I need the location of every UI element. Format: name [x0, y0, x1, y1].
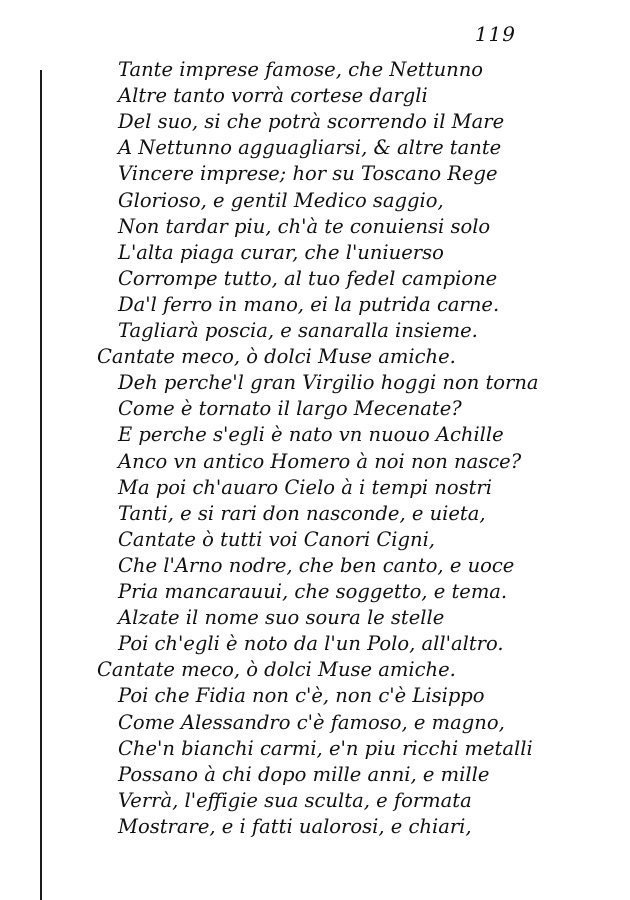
verse-line: Altre tanto vorrà cortese dargli	[118, 84, 428, 108]
verse-line: Del suo, si che potrà scorrendo il Mare	[118, 110, 505, 134]
verse-line: Verrà, l'effigie sua sculta, e formata	[118, 788, 472, 812]
verse-line: Come Alessandro c'è famoso, e magno,	[118, 710, 505, 734]
verse-line: E perche s'egli è nato vn nuouo Achille	[118, 423, 504, 447]
verse-line: Tagliarà poscia, e sanaralla insieme.	[118, 319, 478, 342]
verse-line: Deh perche'l gran Virgilio hoggi non torna	[118, 371, 539, 395]
verse-line: Che'n bianchi carmi, e'n piu ricchi metalli	[118, 736, 533, 760]
verse-line: Glorioso, e gentil Medico saggio,	[118, 188, 444, 212]
refrain-line: Cantate meco, ò dolci Muse amiche.	[97, 658, 456, 682]
verse-line: Tanti, e si rari don nasconde, e uieta,	[118, 501, 486, 525]
verse-line: Possano à chi dopo mille anni, e mille	[118, 762, 490, 786]
verse-line: Anco vn antico Homero à noi non nasce?	[118, 449, 522, 473]
verse-line: Mostrare, e i fatti ualorosi, e chiari,	[118, 814, 472, 838]
verse-line: Tante imprese famose, che Nettunno	[118, 58, 483, 81]
gutter-line	[40, 70, 42, 900]
verse-line: Che l'Arno nodre, che ben canto, e uoce	[118, 553, 515, 577]
verse-line: Poi che Fidia non c'è, non c'è Lisippo	[118, 684, 485, 708]
verse-line: Vincere imprese; hor su Toscano Rege	[118, 162, 498, 186]
verse-line: Poi ch'egli è noto da l'un Polo, all'altro.	[118, 632, 504, 656]
page-number: 119	[474, 22, 516, 46]
verse-line: Alzate il nome suo soura le stelle	[118, 606, 445, 630]
verse-line: Da'l ferro in mano, ei la putrida carne.	[118, 292, 500, 316]
verse-line: Pria mancarauui, che soggetto, e tema.	[118, 580, 508, 603]
verse-line: Cantate ò tutti voi Canori Cigni,	[118, 527, 436, 551]
verse-line: Non tardar piu, ch'à te conuiensi solo	[118, 214, 491, 238]
verse-line: L'alta piaga curar, che l'uniuerso	[118, 240, 444, 264]
verse-line: Ma poi ch'auaro Cielo à i tempi nostri	[118, 475, 492, 499]
verse-line: A Nettunno agguagliarsi, & altre tante	[118, 136, 502, 160]
refrain-line: Cantate meco, ò dolci Muse amiche.	[97, 345, 456, 369]
verse-line: Come è tornato il largo Mecenate?	[118, 397, 462, 421]
verse-line: Corrompe tutto, al tuo fedel campione	[118, 266, 498, 290]
